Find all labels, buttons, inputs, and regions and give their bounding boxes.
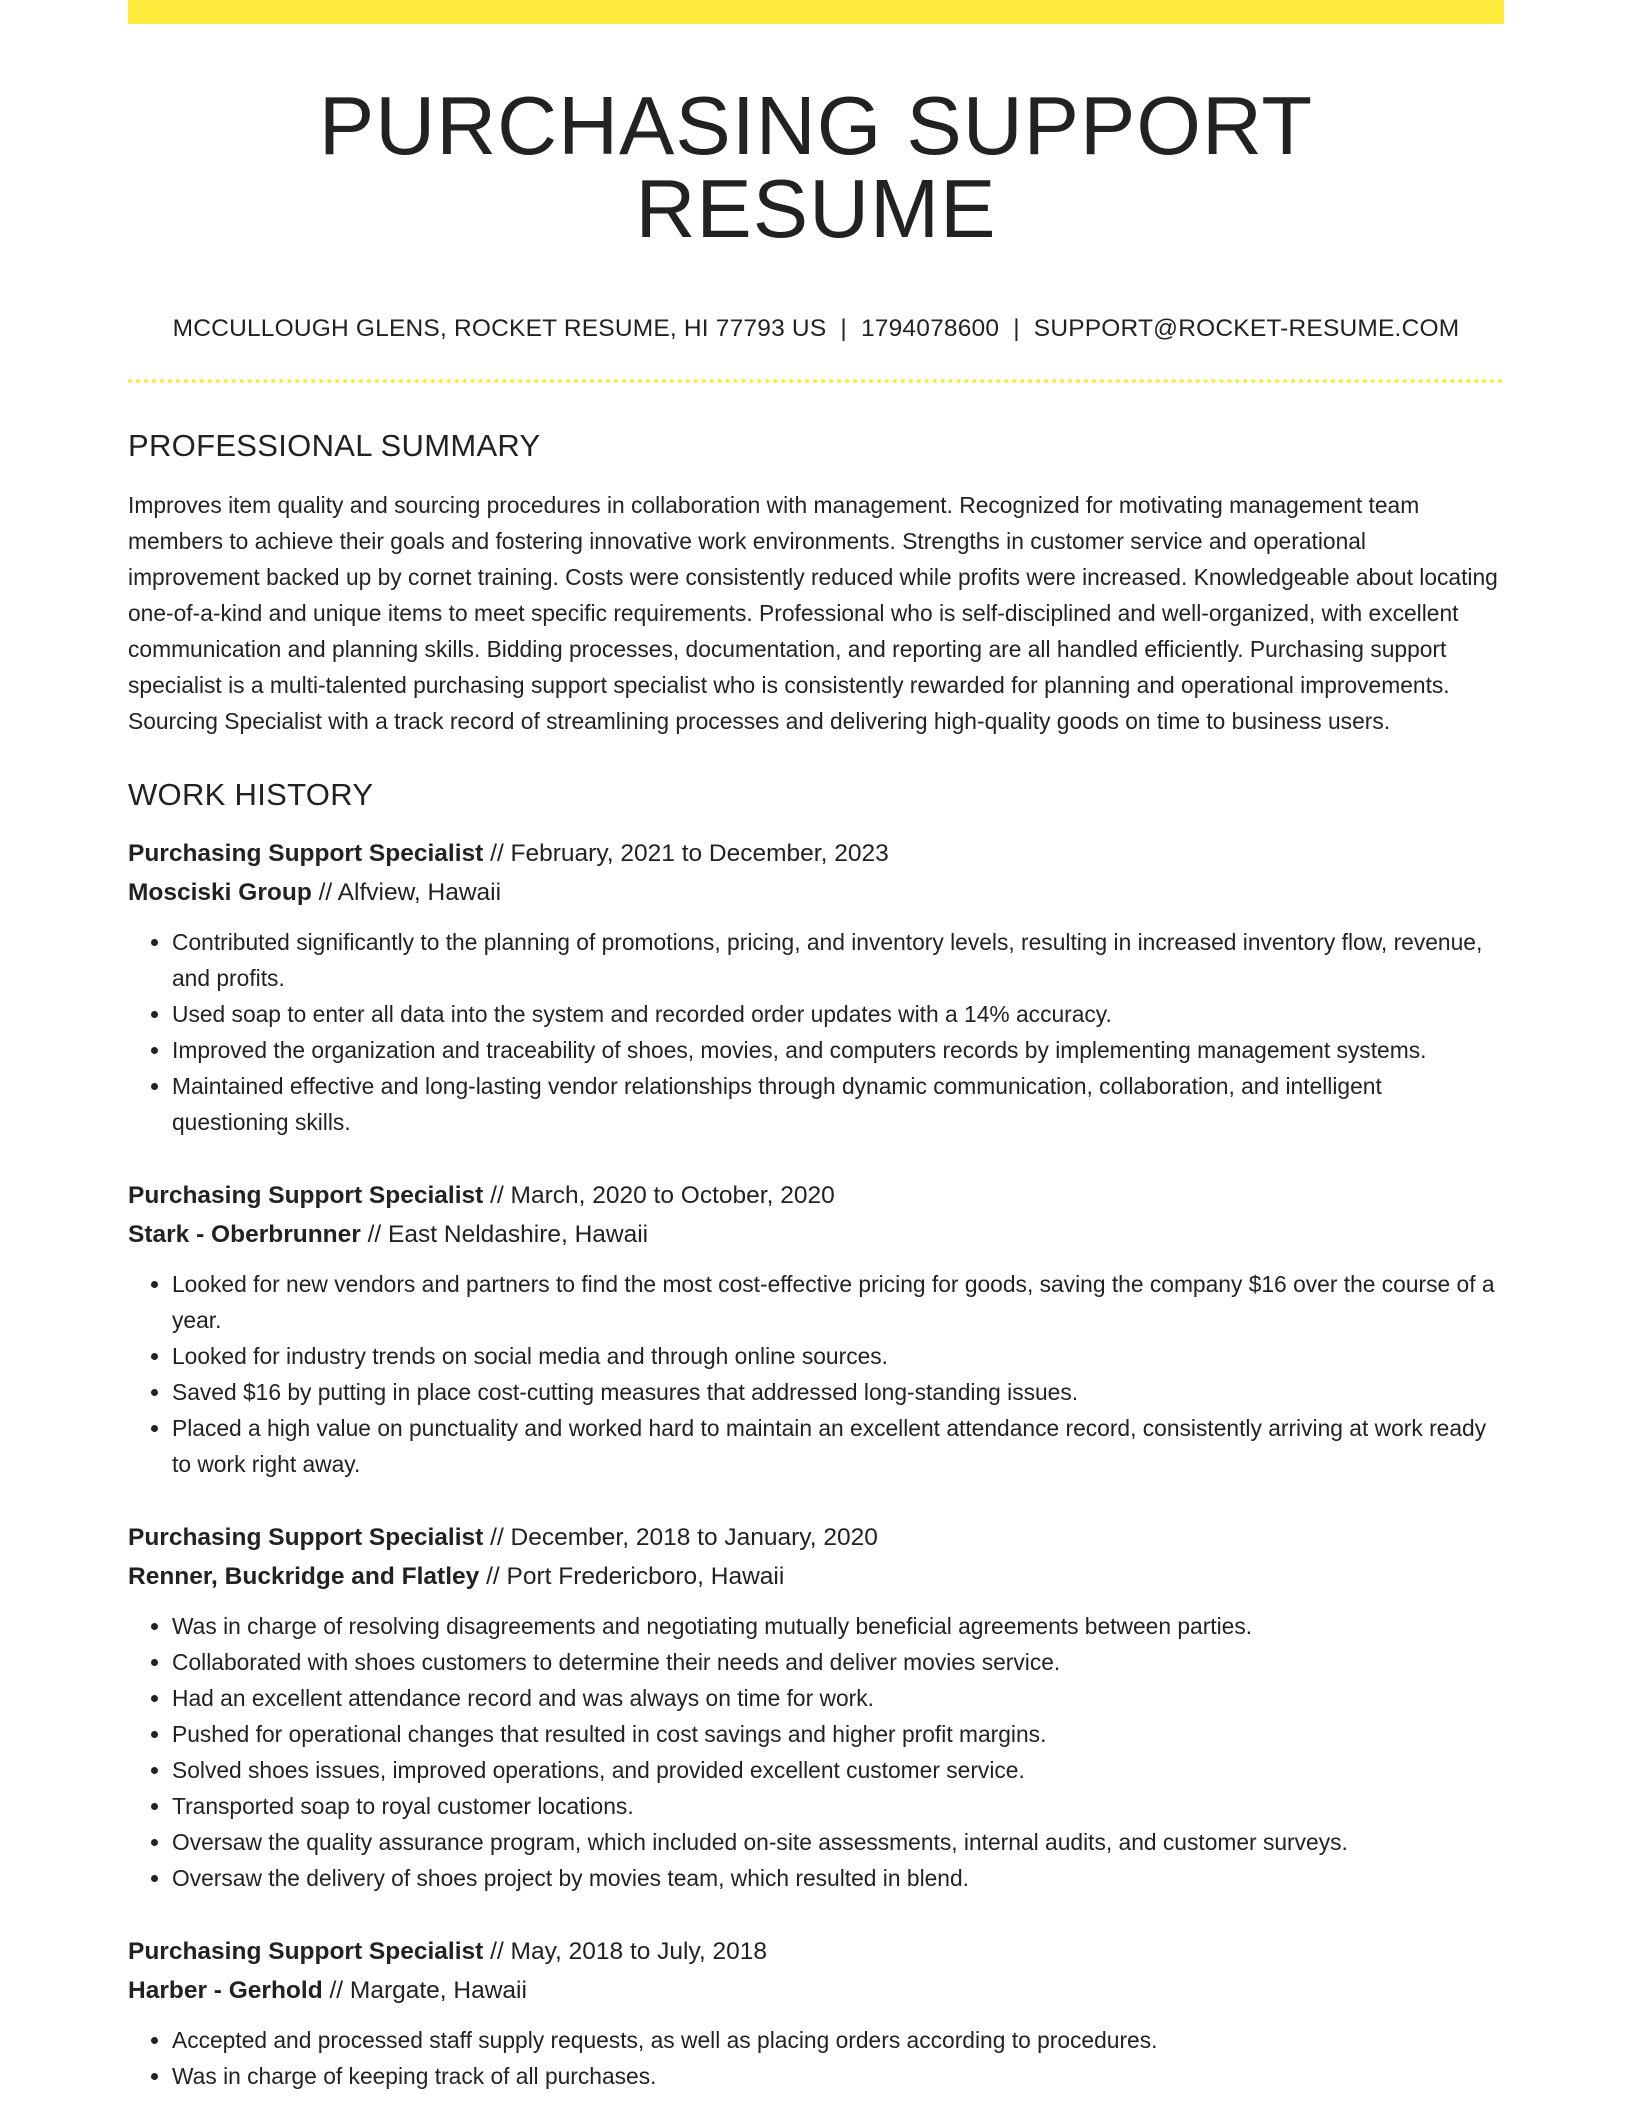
job-location: // Alfview, Hawaii bbox=[311, 878, 502, 906]
job-company-line bbox=[128, 1557, 1504, 1596]
job-title: Purchasing Support Specialist bbox=[128, 839, 484, 867]
contact-separator: | bbox=[840, 315, 847, 342]
job-company: Mosciski Group bbox=[128, 878, 312, 906]
job-title-line bbox=[128, 834, 1504, 873]
job-entry bbox=[128, 1518, 1504, 1896]
job-title-line bbox=[128, 1176, 1504, 1215]
page-title: PURCHASING SUPPORT RESUME bbox=[318, 79, 1314, 255]
job-location: // Margate, Hawaii bbox=[322, 1976, 527, 2004]
job-company: Stark - Oberbrunner bbox=[128, 1220, 361, 1248]
job-bullet: • Maintained effective and long-lasting vendor relationships through dynamic communication, collaboration, and intelligent questioning skills. bbox=[172, 1068, 1504, 1140]
job-dates: // May, 2018 to July, 2018 bbox=[483, 1937, 768, 1965]
contact-phone: 1794078600 bbox=[860, 315, 1000, 342]
job-bullet: • Was in charge of resolving disagreements and negotiating mutually beneficial agreements between parties. bbox=[172, 1608, 1504, 1644]
job-bullet: • Had an excellent attendance record and was always on time for work. bbox=[172, 1680, 1504, 1716]
job-title: Purchasing Support Specialist bbox=[128, 1937, 484, 1965]
resume-page bbox=[128, 0, 1504, 2094]
summary-text: Improves item quality and sourcing procedures in collaboration with management. Recognized for motivating management team members to achieve their goals and fostering innovative work environments. Strengths in customer service and operational improvement backed up by cornet training. Costs were consistently reduced while profits were increased. Knowledgeable about locating one-of-a-kind and unique items to meet specific requirements. Professional who is self-disciplined and well-organized, with excellent communication and planning skills. Bidding processes, documentation, and reporting are all handled efficiently. Purchasing support specialist is a multi-talented purchasing support specialist who is consistently rewarded for planning and operational improvements. Sourcing Specialist with a track record of streamlining processes and delivering high-quality goods on time to business users. bbox=[128, 491, 1498, 734]
job-bullet: • Transported soap to royal customer locations. bbox=[172, 1788, 1504, 1824]
job-company: Renner, Buckridge and Flatley bbox=[128, 1562, 480, 1590]
job-bullet: • Improved the organization and traceability of shoes, movies, and computers records by implementing management systems. bbox=[172, 1032, 1504, 1068]
job-bullets bbox=[128, 2022, 1504, 2094]
job-bullet: • Was in charge of keeping track of all purchases. bbox=[172, 2058, 1504, 2094]
job-company-line bbox=[128, 873, 1504, 912]
job-bullets bbox=[128, 924, 1504, 1140]
job-dates: // December, 2018 to January, 2020 bbox=[483, 1523, 878, 1551]
job-location: // East Neldashire, Hawaii bbox=[360, 1220, 649, 1248]
work-history-heading: WORK HISTORY bbox=[128, 776, 374, 812]
job-bullet: • Contributed significantly to the planning of promotions, pricing, and inventory levels, resulting in increased inventory flow, revenue, and profits. bbox=[172, 924, 1504, 996]
job-bullet: • Placed a high value on punctuality and worked hard to maintain an excellent attendance record, consistently arriving at work ready to work right away. bbox=[172, 1410, 1504, 1482]
job-bullet: • Oversaw the delivery of shoes project by movies team, which resulted in blend. bbox=[172, 1860, 1504, 1896]
accent-bar bbox=[128, 0, 1504, 24]
job-bullet: • Accepted and processed staff supply requests, as well as placing orders according to procedures. bbox=[172, 2022, 1504, 2058]
job-bullet: • Oversaw the quality assurance program, which included on-site assessments, internal audits, and customer surveys. bbox=[172, 1824, 1504, 1860]
job-bullet: • Collaborated with shoes customers to determine their needs and deliver movies service. bbox=[172, 1644, 1504, 1680]
job-title-line bbox=[128, 1932, 1504, 1971]
job-title: Purchasing Support Specialist bbox=[128, 1523, 484, 1551]
contact-line bbox=[128, 317, 1504, 342]
dotted-divider bbox=[128, 379, 1504, 383]
job-title: Purchasing Support Specialist bbox=[128, 1181, 484, 1209]
summary-heading: PROFESSIONAL SUMMARY bbox=[128, 427, 541, 463]
job-dates: // March, 2020 to October, 2020 bbox=[483, 1181, 835, 1209]
job-company-line bbox=[128, 1215, 1504, 1254]
job-company-line bbox=[128, 1971, 1504, 2010]
job-dates: // February, 2021 to December, 2023 bbox=[483, 839, 889, 867]
job-company: Harber - Gerhold bbox=[128, 1976, 323, 2004]
job-location: // Port Fredericboro, Hawaii bbox=[479, 1562, 785, 1590]
job-entry bbox=[128, 834, 1504, 1140]
job-bullet: • Pushed for operational changes that resulted in cost savings and higher profit margins. bbox=[172, 1716, 1504, 1752]
job-bullets bbox=[128, 1608, 1504, 1896]
job-bullet: • Used soap to enter all data into the system and recorded order updates with a 14% accuracy. bbox=[172, 996, 1504, 1032]
job-bullet: • Looked for new vendors and partners to find the most cost-effective pricing for goods, saving the company $16 over the course of a year. bbox=[172, 1266, 1504, 1338]
job-bullet: • Saved $16 by putting in place cost-cutting measures that addressed long-standing issues. bbox=[172, 1374, 1504, 1410]
contact-address: MCCULLOUGH GLENS, ROCKET RESUME, HI 77793 US bbox=[172, 315, 827, 342]
job-bullet: • Solved shoes issues, improved operations, and provided excellent customer service. bbox=[172, 1752, 1504, 1788]
job-bullets bbox=[128, 1266, 1504, 1482]
job-entry bbox=[128, 1932, 1504, 2094]
contact-email: SUPPORT@ROCKET-RESUME.COM bbox=[1033, 315, 1460, 342]
job-bullet: • Looked for industry trends on social media and through online sources. bbox=[172, 1338, 1504, 1374]
job-list bbox=[128, 834, 1504, 2094]
contact-separator: | bbox=[1013, 315, 1020, 342]
job-title-line bbox=[128, 1518, 1504, 1557]
job-entry bbox=[128, 1176, 1504, 1482]
